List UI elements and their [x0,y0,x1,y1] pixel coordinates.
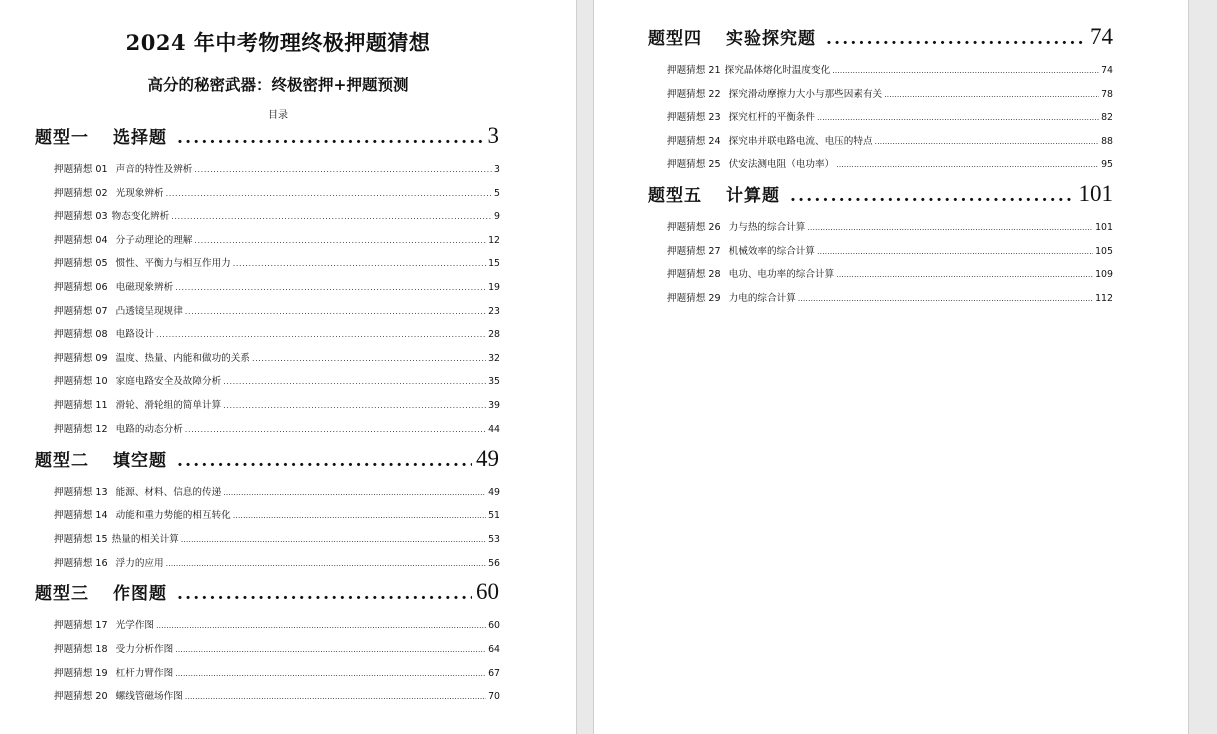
entry-title: 物态变化辨析 [111,211,170,222]
section-page-number: 49 [476,446,499,471]
entry-title: 机械效率的综合计算 [728,246,815,257]
toc-entry[interactable] [54,326,500,340]
entry-page-number: 49 [488,487,500,498]
leader-dots [185,425,486,434]
entry-title: 热量的相关计算 [111,534,179,545]
section-title: 填空题 [113,451,167,471]
entry-page-number: 78 [1101,89,1113,100]
toc-entry[interactable] [54,397,500,411]
entry-title: 浮力的应用 [115,558,164,569]
entry-page-number: 39 [488,400,500,411]
section-title: 作图题 [113,584,167,604]
entry-title: 探究晶体熔化时温度变化 [724,65,831,76]
entry-label: 押题猜想 25 [667,159,721,170]
entry-page-number: 105 [1095,246,1113,257]
entry-page-number: 15 [488,258,500,269]
leader-dots [223,488,486,497]
toc-entry[interactable] [54,161,500,175]
entry-title: 杠杆力臂作图 [115,668,174,679]
section-number: 题型四 [648,29,702,49]
page-separator [576,0,577,734]
toc-entry[interactable] [54,208,500,222]
toc-section-heading[interactable] [35,579,499,605]
section-number: 题型五 [648,186,702,206]
entry-title: 家庭电路安全及故障分析 [115,376,222,387]
entry-label: 押题猜想 16 [54,558,108,569]
entry-title: 分子动理论的理解 [115,235,193,246]
toc-entry[interactable] [667,156,1113,170]
entry-page-number: 112 [1095,293,1113,304]
leader-dots [185,307,486,316]
entry-label: 押题猜想 11 [54,400,108,411]
leader-dots [177,584,472,604]
entry-label: 押题猜想 09 [54,353,108,364]
entry-title: 凸透镜呈现规律 [115,306,183,317]
entry-page-number: 5 [494,188,500,199]
entry-label: 押题猜想 22 [667,89,721,100]
entry-page-number: 32 [488,353,500,364]
entry-page-number: 74 [1101,65,1113,76]
toc-section-heading[interactable] [648,181,1113,207]
entry-label: 押题猜想 03 [54,211,108,222]
section-page-number: 101 [1078,181,1113,206]
leader-dots [817,113,1099,122]
section-page-number: 74 [1090,24,1113,49]
toc-entry[interactable] [54,641,500,655]
entry-title: 滑轮、滑轮组的简单计算 [115,400,222,411]
entry-page-number: 64 [488,644,500,655]
toc-entry[interactable] [54,555,500,569]
entry-label: 押题猜想 29 [667,293,721,304]
entry-page-number: 23 [488,306,500,317]
toc-entry[interactable] [54,255,500,269]
entry-page-number: 53 [488,534,500,545]
leader-dots [156,330,486,339]
section-title: 选择题 [113,128,167,148]
entry-title: 电功、电功率的综合计算 [728,269,835,280]
leader-dots [252,354,486,363]
entry-label: 押题猜想 12 [54,424,108,435]
leader-dots [171,212,492,221]
entry-page-number: 9 [494,211,500,222]
toc-entry[interactable] [54,531,500,545]
entry-title: 受力分析作图 [115,644,174,655]
entry-title: 螺线管磁场作图 [115,691,183,702]
entry-label: 押题猜想 14 [54,510,108,521]
entry-label: 押题猜想 26 [667,222,721,233]
entry-label: 押题猜想 01 [54,164,108,175]
entry-label: 押题猜想 21 [667,65,721,76]
toc-entry[interactable] [54,688,500,702]
leader-dots [175,283,486,292]
toc-entry[interactable] [667,109,1113,123]
leader-dots [175,645,486,654]
leader-dots [790,186,1075,206]
entry-label: 押题猜想 13 [54,487,108,498]
leader-dots [223,377,486,386]
toc-entry[interactable] [667,290,1113,304]
leader-dots [875,137,1100,146]
leader-dots [836,270,1093,279]
entry-title: 电路的动态分析 [115,424,183,435]
entry-label: 押题猜想 18 [54,644,108,655]
toc-entry[interactable] [54,507,500,521]
document-page-left [0,0,576,734]
leader-dots [166,189,492,198]
entry-label: 押题猜想 20 [54,691,108,702]
entry-label: 押题猜想 07 [54,306,108,317]
entry-label: 押题猜想 15 [54,534,108,545]
document-page-right [594,0,1188,734]
section-number: 题型一 [35,128,89,148]
entry-title: 动能和重力势能的相互转化 [115,510,231,521]
section-page-number: 3 [487,123,499,148]
entry-label: 押题猜想 02 [54,188,108,199]
section-number: 题型三 [35,584,89,604]
toc-entry[interactable] [54,303,500,317]
entry-title: 探究杠杆的平衡条件 [728,112,815,123]
leader-dots [185,692,486,701]
entry-label: 押题猜想 10 [54,376,108,387]
entry-label: 押题猜想 04 [54,235,108,246]
entry-page-number: 19 [488,282,500,293]
document-subtitle: 高分的秘密武器：终极密押+押题预测 [147,75,409,94]
leader-dots [826,29,1086,49]
toc-entry[interactable] [667,86,1113,100]
entry-title: 伏安法测电阻（电功率） [728,159,835,170]
toc-section-heading[interactable] [648,24,1113,50]
toc-entry[interactable] [54,185,500,199]
toc-heading: 目录 [268,110,288,121]
leader-dots [807,223,1093,232]
entry-label: 押题猜想 28 [667,269,721,280]
entry-title: 惯性、平衡力与相互作用力 [115,258,231,269]
entry-title: 声音的特性及辨析 [115,164,193,175]
leader-dots [832,66,1099,75]
toc-entry[interactable] [667,243,1113,257]
entry-title: 光现象辨析 [115,188,164,199]
section-number: 题型二 [35,451,89,471]
toc-entry[interactable] [667,219,1113,233]
entry-label: 押题猜想 19 [54,668,108,679]
entry-page-number: 82 [1101,112,1113,123]
entry-page-number: 101 [1095,222,1113,233]
entry-title: 电磁现象辨析 [115,282,174,293]
section-title: 计算题 [726,186,780,206]
toc-section-heading[interactable] [35,123,499,149]
leader-dots [166,559,486,568]
section-page-number: 60 [476,579,499,604]
entry-page-number: 88 [1101,136,1113,147]
leader-dots [798,294,1093,303]
entry-page-number: 51 [488,510,500,521]
document-title: 2024 年中考物理终极押题猜想 [125,30,431,55]
toc-entry[interactable] [54,373,500,387]
entry-title: 光学作图 [115,620,155,631]
page-separator [1188,0,1189,734]
toc-entry[interactable] [54,232,500,246]
entry-page-number: 56 [488,558,500,569]
entry-label: 押题猜想 23 [667,112,721,123]
entry-page-number: 12 [488,235,500,246]
section-title: 实验探究题 [726,29,816,49]
entry-title: 力电的综合计算 [728,293,796,304]
entry-label: 押题猜想 24 [667,136,721,147]
leader-dots [156,621,486,630]
entry-page-number: 109 [1095,269,1113,280]
entry-title: 探究滑动摩擦力大小与那些因素有关 [728,89,883,100]
entry-page-number: 44 [488,424,500,435]
leader-dots [175,669,486,678]
entry-page-number: 67 [488,668,500,679]
leader-dots [233,511,486,520]
toc-entry[interactable] [667,133,1113,147]
toc-entry[interactable] [667,62,1113,76]
entry-label: 押题猜想 17 [54,620,108,631]
entry-label: 押题猜想 08 [54,329,108,340]
leader-dots [233,259,486,268]
leader-dots [194,165,492,174]
entry-page-number: 35 [488,376,500,387]
entry-title: 能源、材料、信息的传递 [115,487,222,498]
entry-title: 温度、热量、内能和做功的关系 [115,353,250,364]
leader-dots [884,90,1099,99]
leader-dots [181,535,486,544]
entry-label: 押题猜想 05 [54,258,108,269]
entry-page-number: 3 [494,164,500,175]
toc-entry[interactable] [54,350,500,364]
toc-entry[interactable] [54,484,500,498]
entry-label: 押题猜想 06 [54,282,108,293]
entry-label: 押题猜想 27 [667,246,721,257]
toc-section-heading[interactable] [35,446,499,472]
entry-page-number: 95 [1101,159,1113,170]
entry-title: 电路设计 [115,329,155,340]
leader-dots [817,247,1093,256]
toc-entry[interactable] [54,617,500,631]
leader-dots [194,236,486,245]
entry-page-number: 60 [488,620,500,631]
leader-dots [177,128,484,148]
entry-title: 力与热的综合计算 [728,222,806,233]
entry-title: 探究串并联电路电流、电压的特点 [728,136,873,147]
leader-dots [223,401,486,410]
toc-entry[interactable] [54,279,500,293]
toc-entry[interactable] [54,421,500,435]
entry-page-number: 70 [488,691,500,702]
toc-entry[interactable] [54,665,500,679]
toc-entry[interactable] [667,266,1113,280]
leader-dots [177,451,472,471]
leader-dots [836,160,1099,169]
entry-page-number: 28 [488,329,500,340]
